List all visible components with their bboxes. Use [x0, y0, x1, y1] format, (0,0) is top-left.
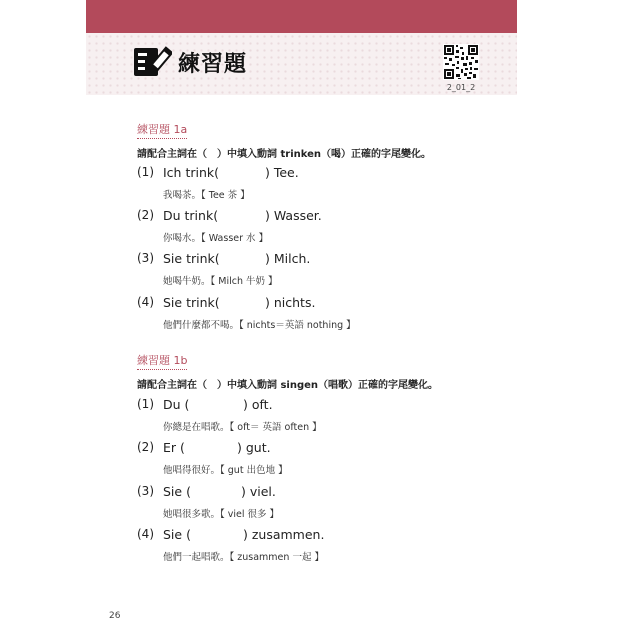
item-number: (4)	[137, 527, 154, 541]
qr-code-label: 2_01_2	[446, 83, 476, 92]
item-number: (1)	[137, 397, 154, 411]
exercise-1b-title: 練習題 1b	[137, 352, 187, 370]
exercise-1b-heading	[137, 349, 438, 391]
exercise-1b-instruction: 請配合主詞在（ ）中填入動詞 singen（唱歌）正確的字尾變化。	[137, 380, 439, 391]
item-number: (3)	[137, 251, 154, 265]
qr-code-image[interactable]	[443, 44, 479, 80]
page-header	[86, 33, 517, 95]
item-number: (1)	[137, 165, 154, 179]
item-number: (2)	[137, 440, 154, 454]
sentence-start: Sie (	[163, 484, 191, 499]
sentence-end: ) Milch.	[265, 251, 311, 266]
item-number: (3)	[137, 484, 154, 498]
translation: 他唱得很好。【 gut 出色地 】	[163, 465, 288, 476]
translation: 他們什麼都不喝。【 nichts＝英語 nothing 】	[163, 320, 356, 331]
translation: 他們一起唱歌。【 zusammen 一起 】	[163, 552, 324, 563]
exercise-1a-title: 練習題 1a	[137, 121, 187, 139]
top-color-band	[86, 0, 517, 33]
sentence-end: ) nichts.	[265, 295, 316, 310]
sentence-end: ) viel.	[241, 484, 276, 499]
sentence-end: ) zusammen.	[243, 527, 325, 542]
page-title: 練習題	[178, 52, 248, 77]
sentence-start: Du (	[163, 397, 190, 412]
exercise-1a-instruction: 請配合主詞在（ ）中填入動詞 trinken（喝）正確的字尾變化。	[137, 149, 432, 160]
sentence-end: ) oft.	[243, 397, 273, 412]
sentence-start: Ich trink(	[163, 165, 220, 180]
sentence-start: Sie (	[163, 527, 191, 542]
sentence-end: ) Tee.	[265, 165, 299, 180]
sentence-start: Er (	[163, 440, 185, 455]
sentence-end: ) Wasser.	[265, 208, 322, 223]
exercise-pencil-icon	[134, 45, 172, 79]
translation: 她唱很多歌。【 viel 很多 】	[163, 509, 280, 520]
translation: 你喝水。【 Wasser 水 】	[163, 233, 269, 244]
exercise-1a-heading	[137, 118, 431, 160]
page-number: 26	[109, 611, 121, 621]
item-number: (2)	[137, 208, 154, 222]
translation: 我喝茶。【 Tee 茶 】	[163, 190, 250, 201]
item-number: (4)	[137, 295, 154, 309]
sentence-end: ) gut.	[237, 440, 271, 455]
sentence-start: Sie trink(	[163, 295, 220, 310]
translation: 她喝牛奶。【 Milch 牛奶 】	[163, 276, 278, 287]
sentence-start: Sie trink(	[163, 251, 220, 266]
translation: 你總是在唱歌。【 oft＝ 英語 often 】	[163, 422, 322, 433]
sentence-start: Du trink(	[163, 208, 219, 223]
